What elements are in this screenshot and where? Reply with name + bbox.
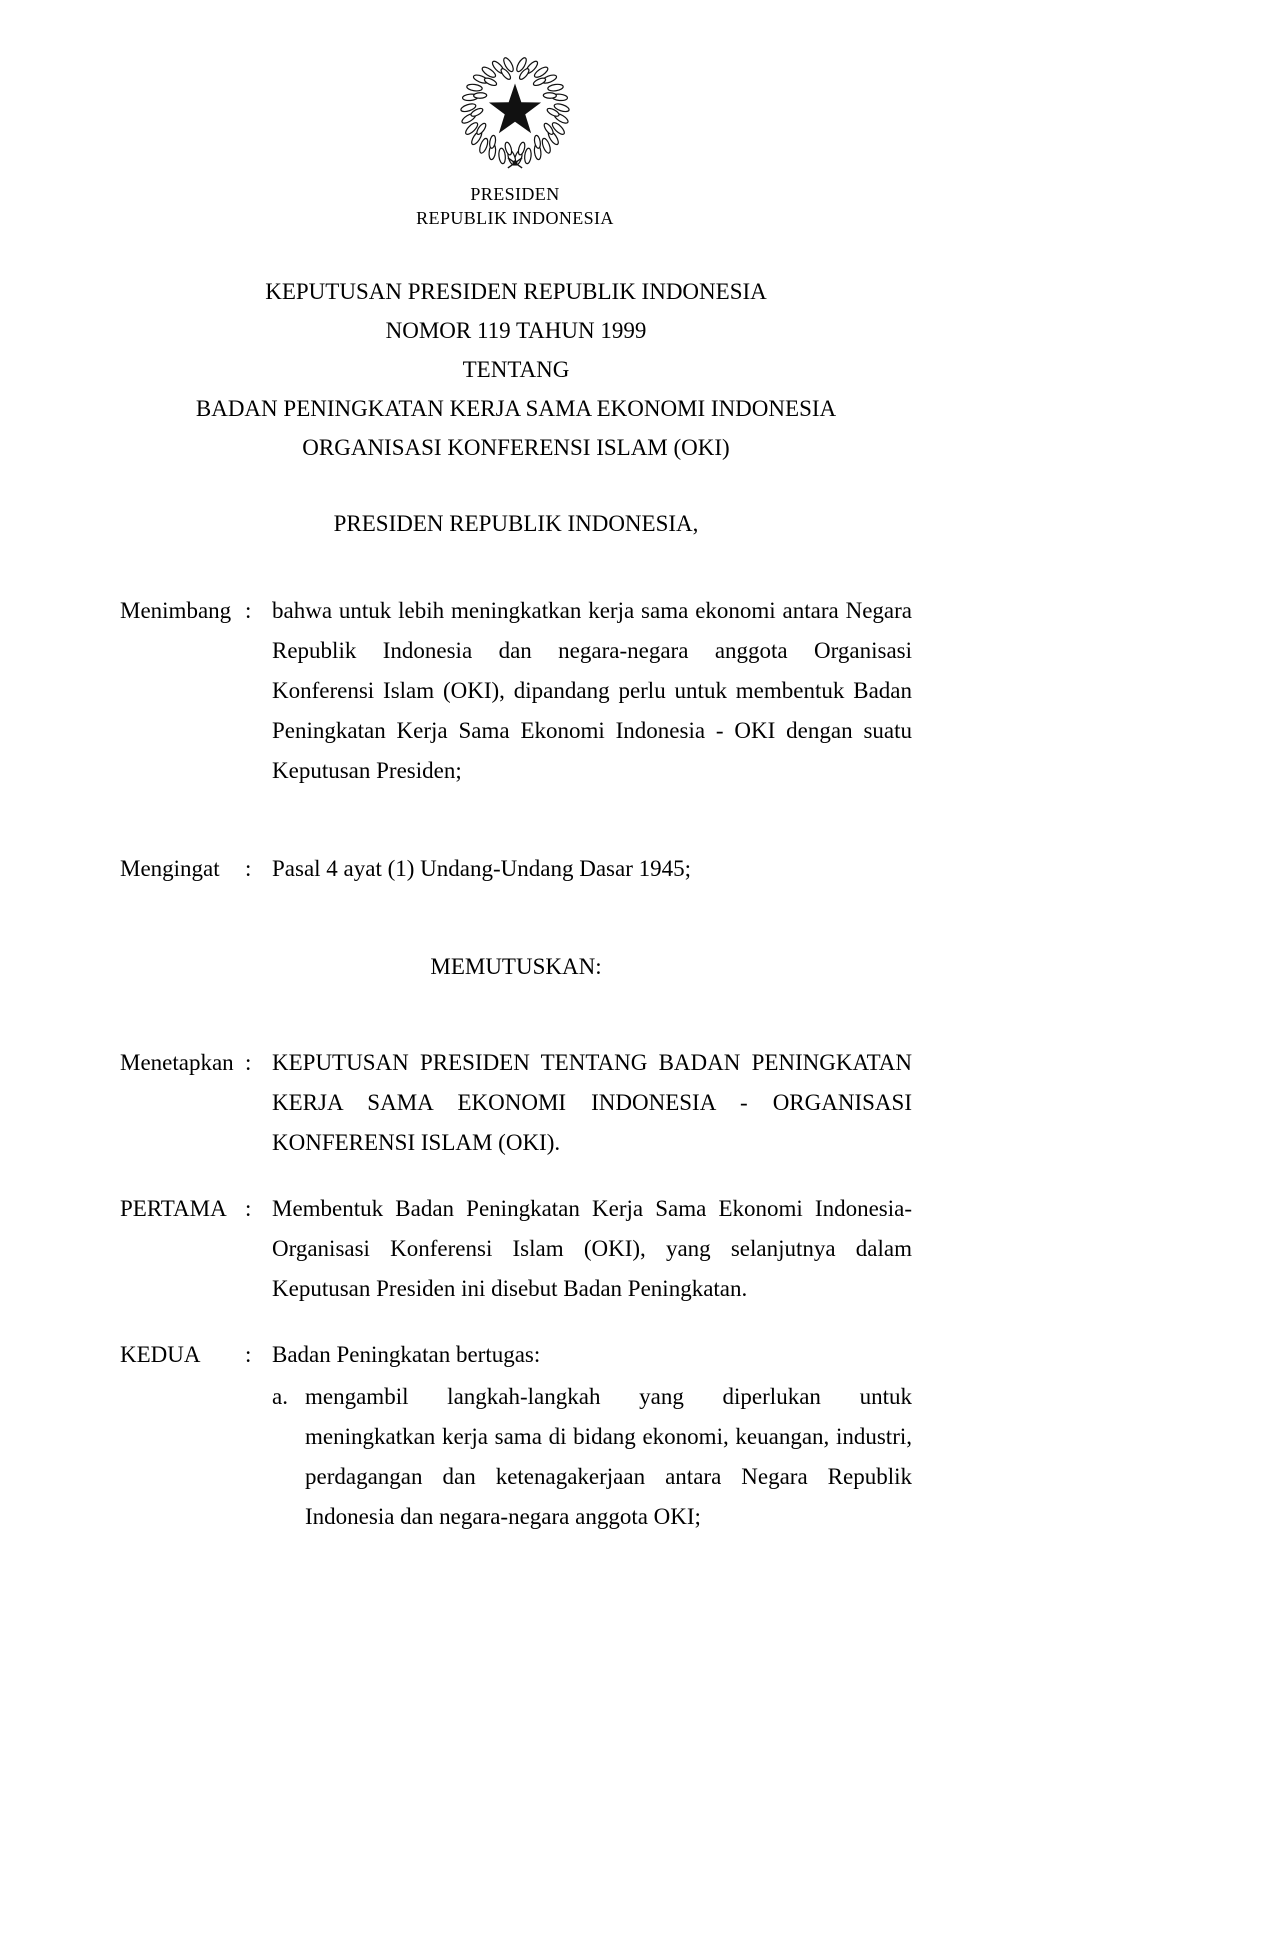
kedua-point-a-text: mengambil langkah-langkah yang diperlukan untuk meningkatkan kerja sama di bidang ekonomi, keuangan, industri, perdagangan dan ketenagakerjaan antara Negara Republik Indonesia dan negara-negara anggota OKI; [305,1384,912,1529]
kedua-intro: Badan Peningkatan bertugas: [272,1342,541,1367]
clause-kedua [120,1335,912,1537]
clause-menimbang [120,591,912,791]
clause-text-pertama: Membentuk Badan Peningkatan Kerja Sama Ekonomi Indonesia-Organisasi Konferensi Islam (OKI), yang selanjutnya dalam Keputusan Presiden ini disebut Badan Peningkatan. [272,1196,912,1301]
letterhead-republik-indonesia: REPUBLIK INDONESIA [416,208,614,228]
title-line-2: NOMOR 119 TAHUN 1999 [385,318,647,343]
seal-container [0,0,1030,172]
clause-text-kedua [272,1335,912,1537]
clause-text-mengingat: Pasal 4 ayat (1) Undang-Undang Dasar 1945; [272,856,691,881]
clause-colon: : [245,1342,252,1367]
document-content [120,272,912,1537]
title-line-5: ORGANISASI KONFERENSI ISLAM (OKI) [302,435,730,460]
clause-label-menimbang: Menimbang [120,598,232,623]
clause-colon: : [245,598,252,623]
letterhead [0,182,1030,230]
decree-body [120,591,912,1537]
title-line-4: BADAN PENINGKATAN KERJA SAMA EKONOMI INDONESIA [195,396,837,421]
title-line-3: TENTANG [462,357,570,382]
clause-text-menetapkan: KEPUTUSAN PRESIDEN TENTANG BADAN PENINGKATAN KERJA SAMA EKONOMI INDONESIA - ORGANISASI KONFERENSI ISLAM (OKI). [272,1050,912,1155]
decree-title-block [120,272,912,467]
clause-pertama [120,1189,912,1309]
clause-menetapkan [120,1043,912,1163]
clause-label-kedua: KEDUA [120,1342,201,1367]
clause-label-mengingat: Mengingat [120,856,220,881]
clause-label-menetapkan: Menetapkan [120,1050,234,1075]
presidential-seal-icon [454,50,576,172]
kedua-point-a-marker: a. [272,1384,288,1409]
clause-label-pertama: PERTAMA [120,1196,227,1221]
title-line-1: KEPUTUSAN PRESIDEN REPUBLIK INDONESIA [265,279,767,304]
kedua-point-a [272,1377,912,1537]
clause-text-menimbang: bahwa untuk lebih meningkatkan kerja sama ekonomi antara Negara Republik Indonesia dan negara-negara anggota Organisasi Konferensi Islam (OKI), dipandang perlu untuk membentuk Badan Peningkatan Kerja Sama Ekonomi Indonesia - OKI dengan suatu Keputusan Presiden; [272,598,912,783]
clause-colon: : [245,856,252,881]
letterhead-presiden: PRESIDEN [470,184,560,204]
memutuskan-heading: MEMUTUSKAN: [430,954,602,979]
seal-star [489,84,541,134]
salutation: PRESIDEN REPUBLIK INDONESIA, [333,511,699,536]
clause-colon: : [245,1196,252,1221]
clause-colon: : [245,1050,252,1075]
clause-mengingat [120,849,912,889]
